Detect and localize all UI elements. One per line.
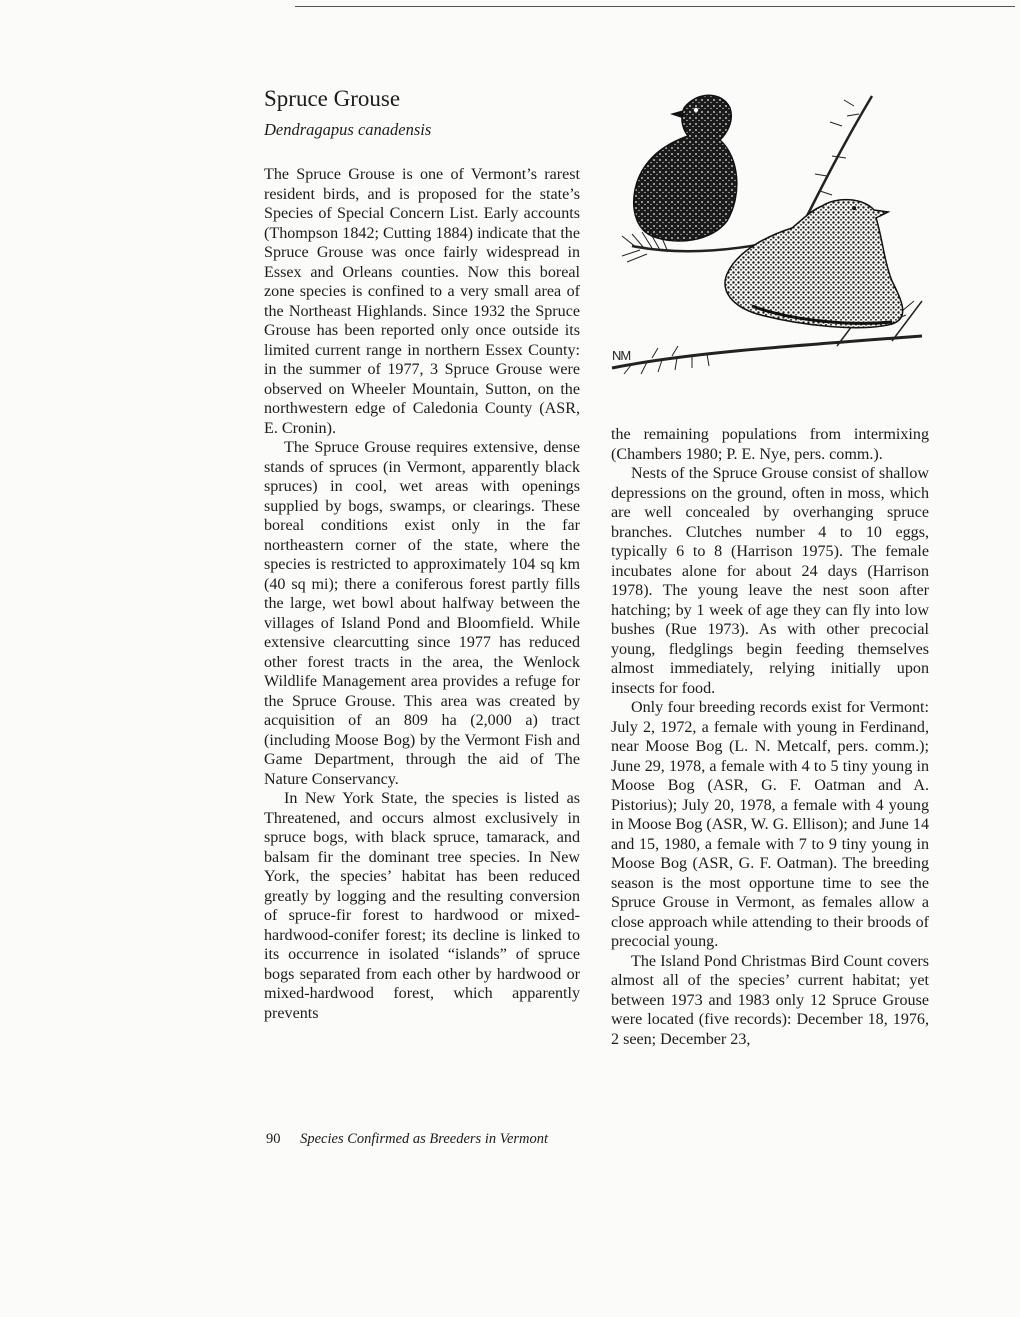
right-column bbox=[611, 425, 929, 1049]
left-column bbox=[264, 165, 580, 1023]
paragraph: In New York State, the species is listed as Threatened, and occurs almost exclusively in spruce bogs, with black spruce, tamarack, and balsam fir the dominant tree species. In New York, the species’ habitat has been reduced greatly by logging and the resulting conversion of spruce-fir forest to hardwood or mixed-hardwood-conifer forest; its decline is linked to its occurrence in isolated “islands” of spruce bogs separated from each other by hardwood or mixed-hardwood forest, which apparently prevents bbox=[264, 790, 580, 1022]
page-title: Spruce Grouse bbox=[264, 86, 401, 111]
paragraph: The Spruce Grouse is one of Vermont’s rarest resident birds, and is proposed for the state’s Species of Special Concern List. Early accounts (Thompson 1842; Cutting 1884) indicate that the Spruce Grouse was once fairly widespread in Essex and Orleans counties. Now this boreal zone species is confined to a very small area of the Northeast Highlands. Since 1932 the Spruce Grouse has been reported only once outside its limited current range in northern Essex County: in the summer of 1977, 3 Spruce Grouse were observed on Wheeler Mountain, Sutton, on the northwestern edge of Caledonia County (ASR, E. Cronin). bbox=[264, 166, 580, 437]
artist-monogram: NM bbox=[612, 348, 631, 363]
scientific-name: Dendragapus canadensis bbox=[264, 120, 432, 139]
page-footer bbox=[266, 1131, 548, 1148]
top-rule bbox=[295, 6, 1015, 7]
spruce-grouse-drawing-icon bbox=[592, 86, 930, 398]
paragraph: The Island Pond Christmas Bird Count covers almost all of the species’ current habitat; yet between 1973 and 1983 only 12 Spruce Grouse were located (five records): December 18, 1976, 2 seen; December 23, bbox=[611, 952, 929, 1048]
section-title: Species Confirmed as Breeders in Vermont bbox=[300, 1131, 549, 1147]
page-number: 90 bbox=[266, 1131, 281, 1147]
paragraph: Nests of the Spruce Grouse consist of shallow depressions on the ground, often in moss, which are well concealed by overhanging spruce branches. Clutches number 4 to 10 eggs, typically 6 to 8 (Harrison 1975). The female incubates alone for about 24 days (Harrison 1978). The young leave the nest soon after hatching; by 1 week of age they can fly into low bushes (Rue 1973). As with other precocial young, fledglings begin feeding themselves almost immediately, relying initially upon insects for food. bbox=[611, 465, 929, 697]
paragraph: the remaining populations from intermixing (Chambers 1980; P. E. Nye, pers. comm.). bbox=[611, 426, 929, 463]
paragraph: The Spruce Grouse requires extensive, dense stands of spruces (in Vermont, apparently black spruces) in cool, wet areas with openings supplied by bogs, swamps, or clearings. These boreal conditions exist only in the far northeastern corner of the state, where the species is restricted to approximately 104 sq km (40 sq mi); there a coniferous forest partly fills the large, wet bowl about halfway between the villages of Island Pond and Bloomfield. While extensive clearcutting since 1977 has reduced other forest tracts in the area, the Wenlock Wildlife Management area provides a refuge for the Spruce Grouse. This area was created by acquisition of an 809 ha (2,000 a) tract (including Moose Bog) by the Vermont Fish and Game Department, through the aid of The Nature Conservancy. bbox=[264, 439, 580, 788]
paragraph: Only four breeding records exist for Vermont: July 2, 1972, a female with young in Ferdinand, near Moose Bog (L. N. Metcalf, pers. comm.); June 29, 1978, a female with 4 to 5 tiny young in Moose Bog (ASR, G. F. Oatman and A. Pistorius); July 20, 1978, a female with 4 young in Moose Bog (ASR, W. G. Ellison); and June 14 and 15, 1980, a female with 7 to 9 tiny young in Moose Bog (ASR, G. F. Oatman). The breeding season is the most opportune time to see the Spruce Grouse in Vermont, as females allow a close approach while attending to their broods of precocial young. bbox=[611, 699, 929, 950]
